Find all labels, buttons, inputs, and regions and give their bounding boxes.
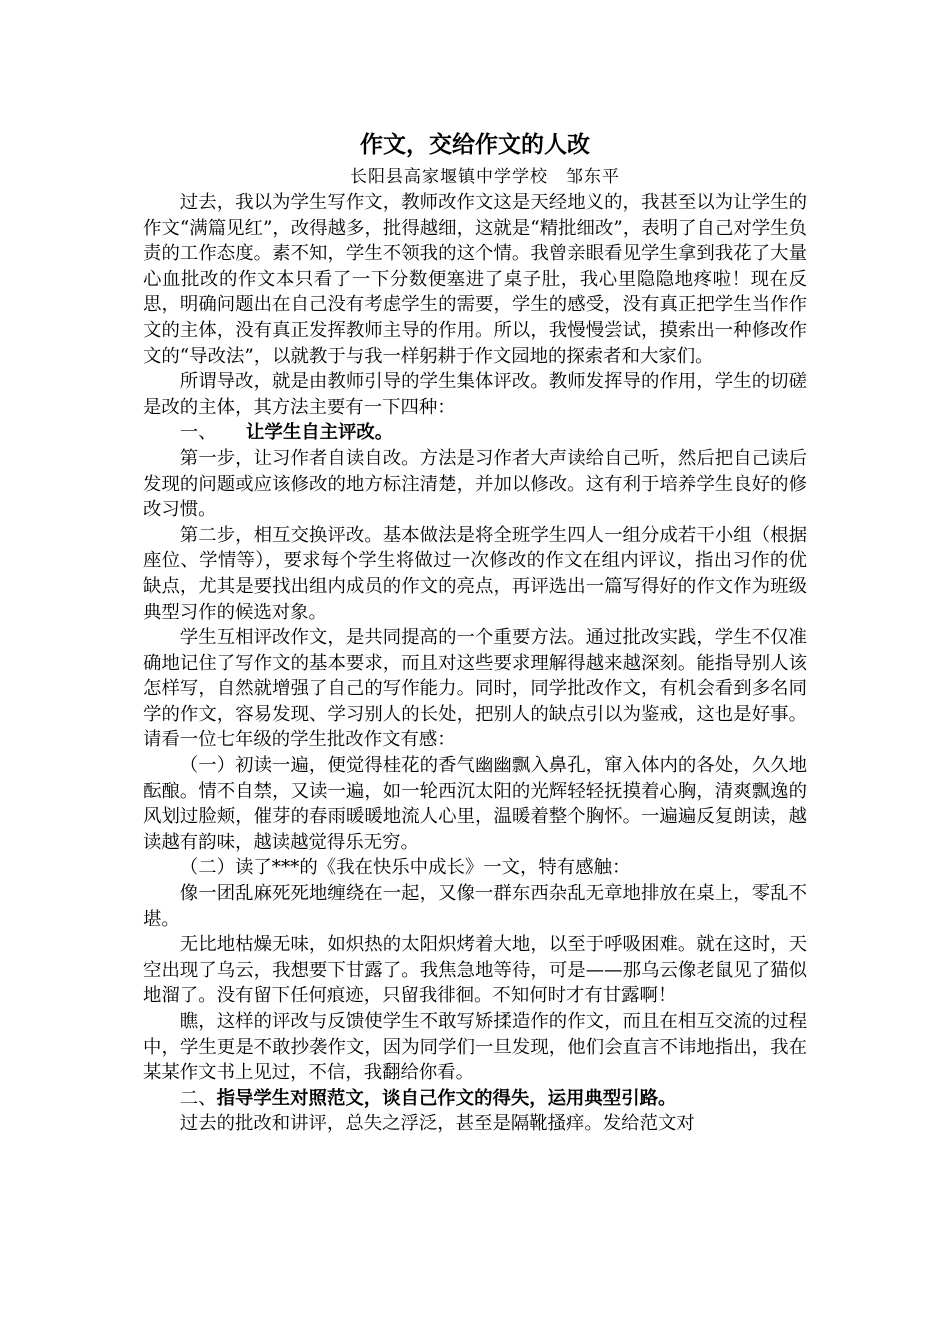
section-heading-2-text: 指导学生对照范文，谈自己作文的得失，运用典型引路。 xyxy=(216,1087,677,1109)
author-line: 长阳县高家堰镇中学学校 邹东平 xyxy=(350,167,620,187)
paragraph-student-note-4: 无比地枯燥无味，如炽热的太阳炽烤着大地，以至于呼吸困难。就在这时，天空出现了乌云，我想要下甘露了。我焦急地等待，可是——那乌云像老鼠见了猫似地溜了。没有留下任何痕迹，只留我徘徊。不知何时才有甘露啊！ xyxy=(143,934,807,1007)
document-page xyxy=(143,128,807,1137)
section-heading-1 xyxy=(143,420,807,446)
section-heading-1-number: 一、 xyxy=(179,422,217,444)
document-title: 作文，交给作文的人改 xyxy=(360,131,590,158)
paragraph-step-2: 第二步，相互交换评改。基本做法是将全班学生四人一组分成若干小组（根据座位、学情等），要求每个学生将做过一次修改的作文在组内评议，指出习作的优缺点，尤其是要找出组内成员的作文的亮点，再评选出一篇写得好的作文作为班级典型习作的候选对象。 xyxy=(143,524,807,623)
paragraph-peer-review: 学生互相评改作文，是共同提高的一个重要方法。通过批改实践，学生不仅准确地记住了写作文的基本要求，而且对这些要求理解得越来越深刻。能指导别人该怎样写，自然就增强了自己的写作能力。同时，同学批改作文，有机会看到多名同学的作文，容易发现、学习别人的长处，把别人的缺点引以为鉴戒，这也是好事。请看一位七年级的学生批改作文有感： xyxy=(143,627,807,751)
paragraph-student-note-3: 像一团乱麻死死地缠绕在一起，又像一群东西杂乱无章地排放在桌上，零乱不堪。 xyxy=(143,883,807,930)
paragraph-step-1: 第一步，让习作者自读自改。方法是习作者大声读给自己听，然后把自己读后发现的问题或应该修改的地方标注清楚，并加以修改。这有利于培养学生良好的修改习惯。 xyxy=(143,447,807,521)
section-heading-2-number: 二、 xyxy=(179,1087,217,1109)
paragraph-intro-1: 过去，我以为学生写作文，教师改作文这是天经地义的，我甚至以为让学生的作文“满篇见红”，改得越多，批得越细，这就是“精批细改”，表明了自己对学生负责的工作态度。素不知，学生不领我的这个情。我曾亲眼看见学生拿到我花了大量心血批改的作文本只看了一下分数便塞进了桌子肚，我心里隐隐地疼啦！现在反思，明确问题出在自己没有考虑学生的需要，学生的感受，没有真正把学生当作作文的主体，没有真正发挥教师主导的作用。所以，我慢慢尝试，摸索出一种修改作文的“导改法”，以就教于与我一样躬耕于作文园地的探索者和大家们。 xyxy=(143,192,807,367)
paragraph-section2-1: 过去的批改和讲评，总失之浮泛，甚至是隔靴搔痒。发给范文对 xyxy=(179,1113,695,1135)
paragraph-feedback: 瞧，这样的评改与反馈使学生不敢写矫揉造作的作文，而且在相互交流的过程中，学生更是不敢抄袭作文，因为同学们一旦发现，他们会直言不讳地指出，我在某某作文书上见过，不信，我翻给你看。 xyxy=(143,1011,807,1084)
paragraph-student-note-1: （一）初读一遍，便觉得桂花的香气幽幽飘入鼻孔，窜入体内的各处，久久地酝酿。情不自禁，又读一遍，如一轮西沉太阳的光辉轻轻抚摸着心胸，清爽飘逸的风划过脸颊，催芽的春雨暖暖地流人心里，温暖着整个胸怀。一遍遍反复朗读，越读越有韵味，越读越觉得乐无穷。 xyxy=(143,755,807,853)
paragraph-intro-2: 所谓导改，就是由教师引导的学生集体评改。教师发挥导的作用，学生的切磋是改的主体，其方法主要有一下四种： xyxy=(143,371,807,418)
section-heading-2 xyxy=(143,1086,807,1112)
section-heading-1-text: 让学生自主评改。 xyxy=(246,422,394,444)
paragraph-student-note-2: （二）读了***的《我在快乐中成长》一文，特有感触： xyxy=(179,857,631,879)
